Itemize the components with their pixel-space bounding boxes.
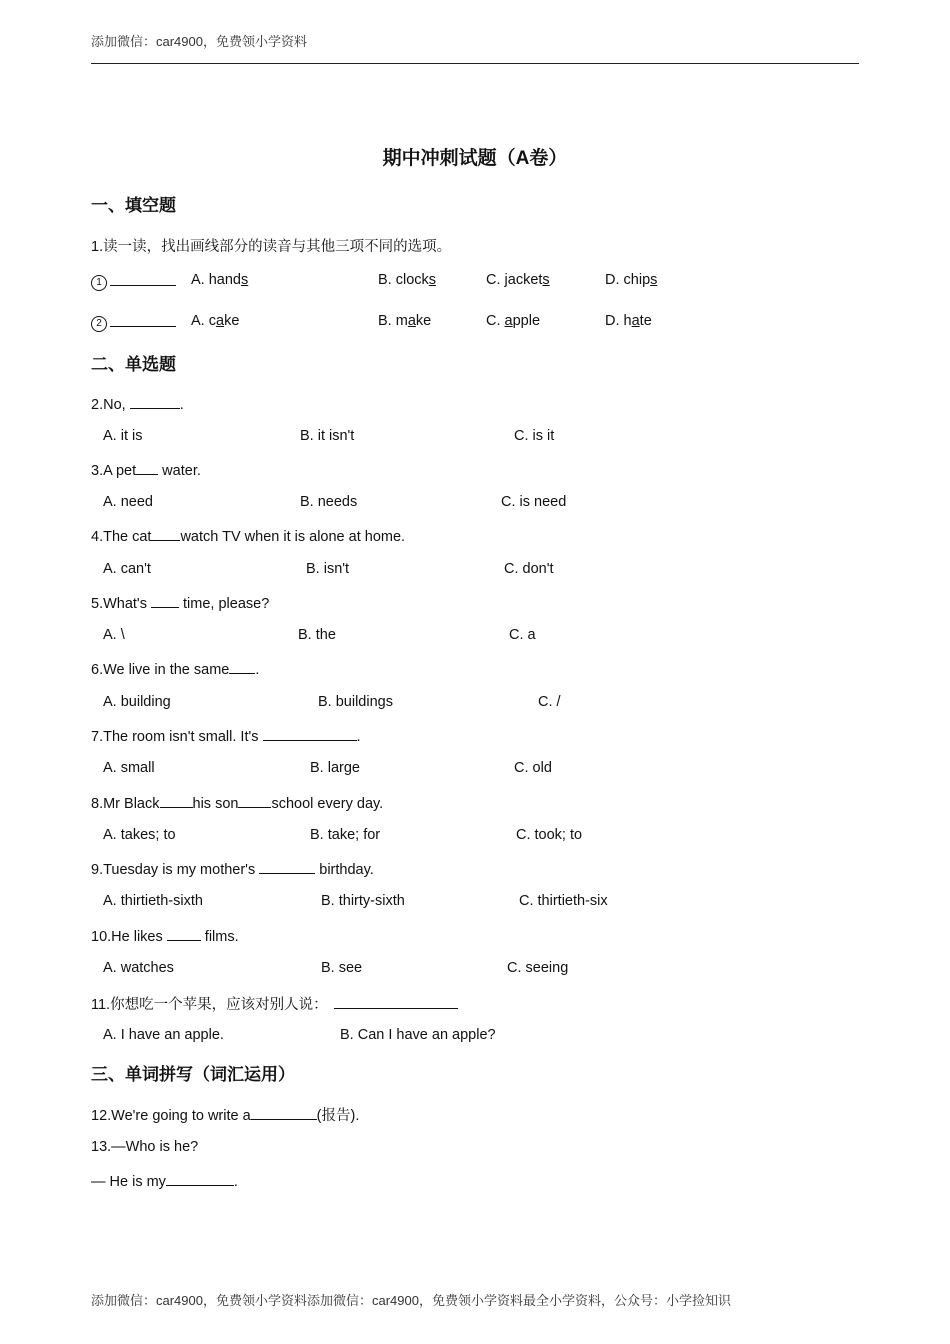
option-c[interactable]: C. thirtieth-six bbox=[519, 893, 608, 909]
section-heading-single-choice: 二、单选题 bbox=[91, 355, 176, 374]
option-a[interactable]: A. can't bbox=[103, 561, 151, 577]
circled-number: 2 bbox=[91, 316, 107, 332]
question-3: 3.A pet water. bbox=[91, 463, 201, 479]
option-c[interactable]: C. don't bbox=[504, 561, 554, 577]
answer-blank[interactable] bbox=[334, 995, 458, 1009]
header-divider bbox=[91, 63, 859, 64]
answer-blank[interactable] bbox=[151, 527, 180, 541]
question-7: 7.The room isn't small. It's . bbox=[91, 729, 361, 745]
answer-blank[interactable] bbox=[238, 794, 271, 808]
option-d: D. chips bbox=[605, 272, 658, 288]
answer-blank[interactable] bbox=[167, 927, 201, 941]
question-5: 5.What's time, please? bbox=[91, 596, 270, 612]
option-a[interactable]: A. need bbox=[103, 494, 153, 510]
option-c[interactable]: C. seeing bbox=[507, 960, 569, 976]
answer-blank[interactable] bbox=[110, 272, 176, 286]
option-a[interactable]: A. \ bbox=[103, 627, 125, 643]
option-a: A. hands bbox=[191, 272, 249, 288]
question-2: 2.No, . bbox=[91, 397, 184, 413]
option-b[interactable]: B. large bbox=[310, 760, 360, 776]
option-b: B. make bbox=[378, 313, 432, 329]
option-a[interactable]: A. takes; to bbox=[103, 827, 176, 843]
option-d: D. hate bbox=[605, 313, 652, 329]
question-12: 12.We're going to write a (报告). bbox=[91, 1108, 360, 1124]
option-b: B. clocks bbox=[378, 272, 437, 288]
page-footer: 添加微信：car4900，免费领小学资料添加微信：car4900，免费领小学资料最全小学资料，公众号：小学捡知识 bbox=[91, 1293, 731, 1308]
answer-blank[interactable] bbox=[160, 794, 193, 808]
option-a[interactable]: A. small bbox=[103, 760, 155, 776]
answer-blank[interactable] bbox=[229, 660, 255, 674]
question-1-row-1 bbox=[91, 272, 176, 291]
answer-blank[interactable] bbox=[166, 1172, 234, 1186]
option-b[interactable]: B. isn't bbox=[306, 561, 350, 577]
option-b[interactable]: B. see bbox=[321, 960, 363, 976]
page-title: 期中冲刺试题（A卷） bbox=[382, 148, 568, 169]
option-b[interactable]: B. thirty-sixth bbox=[321, 893, 405, 909]
question-9: 9.Tuesday is my mother's birthday. bbox=[91, 862, 374, 878]
question-4: 4.The cat watch TV when it is alone at home. bbox=[91, 529, 406, 545]
answer-blank[interactable] bbox=[110, 313, 176, 327]
option-b[interactable]: B. needs bbox=[300, 494, 358, 510]
option-a[interactable]: A. I have an apple. bbox=[103, 1027, 224, 1043]
question-13: 13.—Who is he? bbox=[91, 1139, 199, 1155]
answer-blank[interactable] bbox=[263, 727, 357, 741]
question-1-stem: 1.读一读，找出画线部分的读音与其他三项不同的选项。 bbox=[91, 239, 452, 255]
answer-blank[interactable] bbox=[130, 395, 180, 409]
option-a[interactable]: A. watches bbox=[103, 960, 174, 976]
section-heading-spelling: 三、单词拼写（词汇运用） bbox=[91, 1065, 295, 1084]
option-c[interactable]: C. is it bbox=[514, 428, 555, 444]
answer-blank[interactable] bbox=[259, 860, 315, 874]
page-header: 添加微信：car4900，免费领小学资料 bbox=[91, 34, 307, 49]
option-c[interactable]: C. a bbox=[509, 627, 536, 643]
answer-blank[interactable] bbox=[151, 594, 179, 608]
option-c[interactable]: C. old bbox=[514, 760, 552, 776]
option-a[interactable]: A. it is bbox=[103, 428, 143, 444]
section-heading-fill-blank: 一、填空题 bbox=[91, 196, 176, 215]
option-b[interactable]: B. the bbox=[298, 627, 336, 643]
option-c: C. jackets bbox=[486, 272, 550, 288]
question-10: 10.He likes films. bbox=[91, 929, 239, 945]
question-6: 6.We live in the same . bbox=[91, 662, 260, 678]
answer-blank[interactable] bbox=[251, 1106, 317, 1120]
question-11: 11.你想吃一个苹果，应该对别人说： bbox=[91, 993, 458, 1014]
option-b[interactable]: B. buildings bbox=[318, 694, 393, 710]
option-a[interactable]: A. thirtieth-sixth bbox=[103, 893, 203, 909]
option-b[interactable]: B. Can I have an apple? bbox=[340, 1027, 496, 1043]
option-c[interactable]: C. / bbox=[538, 694, 561, 710]
option-c[interactable]: C. took; to bbox=[516, 827, 583, 843]
option-a[interactable]: A. building bbox=[103, 694, 171, 710]
option-b[interactable]: B. it isn't bbox=[300, 428, 355, 444]
answer-blank[interactable] bbox=[136, 461, 158, 475]
option-b[interactable]: B. take; for bbox=[310, 827, 381, 843]
question-1-row-2 bbox=[91, 313, 176, 332]
option-c: C. apple bbox=[486, 313, 541, 329]
option-c[interactable]: C. is need bbox=[501, 494, 567, 510]
question-8: 8.Mr Black his son school every day. bbox=[91, 796, 384, 812]
circled-number: 1 bbox=[91, 275, 107, 291]
option-a: A. cake bbox=[191, 313, 240, 329]
question-13-answer-line: — He is my . bbox=[91, 1174, 238, 1190]
